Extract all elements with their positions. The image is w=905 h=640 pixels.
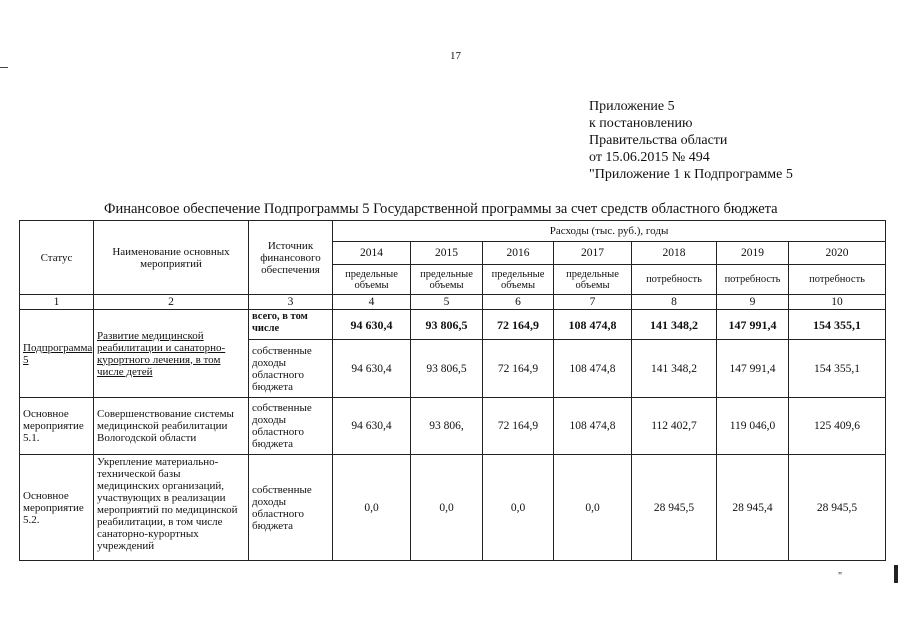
index-cell: 9	[717, 295, 789, 310]
document-title: Финансовое обеспечение Подпрограммы 5 Государственной программы за счет средств областного бюджета	[104, 201, 778, 217]
value-cell: 0,0	[554, 455, 632, 561]
index-cell: 8	[632, 295, 717, 310]
year-cell: 2020	[789, 242, 886, 265]
source-cell: собственные доходы областного бюджета	[249, 340, 333, 398]
index-cell: 5	[411, 295, 483, 310]
value-cell: 112 402,7	[632, 398, 717, 455]
value-cell: 93 806,	[411, 398, 483, 455]
table-row	[20, 455, 886, 561]
value-cell: 125 409,6	[789, 398, 886, 455]
value-cell: 94 630,4	[333, 398, 411, 455]
year-cell: 2014	[333, 242, 411, 265]
index-cell: 7	[554, 295, 632, 310]
header-line: "Приложение 1 к Подпрограмме 5	[589, 167, 793, 182]
closing-quote-mark: "	[838, 571, 843, 582]
margin-mark	[0, 67, 8, 68]
year-cell: 2019	[717, 242, 789, 265]
index-cell: 3	[249, 295, 333, 310]
header-line: от 15.06.2015 № 494	[589, 150, 710, 165]
value-cell: 28 945,5	[632, 455, 717, 561]
type-label: предельные объемы	[554, 265, 632, 295]
value-cell: 119 046,0	[717, 398, 789, 455]
value-cell: 141 348,2	[632, 310, 717, 340]
value-cell: 0,0	[483, 455, 554, 561]
header-line: Правительства области	[589, 133, 728, 148]
header-line: Приложение 5	[589, 99, 675, 114]
status-cell: Основное мероприятие 5.2.	[20, 455, 94, 561]
value-cell: 108 474,8	[554, 310, 632, 340]
value-cell: 93 806,5	[411, 310, 483, 340]
value-cell: 141 348,2	[632, 340, 717, 398]
value-cell: 108 474,8	[554, 398, 632, 455]
year-cell: 2016	[483, 242, 554, 265]
source-cell: всего, в том числе	[249, 310, 333, 340]
table-row	[20, 310, 886, 340]
index-cell: 6	[483, 295, 554, 310]
value-cell: 28 945,4	[717, 455, 789, 561]
value-cell: 0,0	[411, 455, 483, 561]
type-label: предельные объемы	[411, 265, 483, 295]
value-cell: 28 945,5	[789, 455, 886, 561]
status-cell: Основное мероприятие 5.1.	[20, 398, 94, 455]
type-label: потребность	[632, 265, 717, 295]
value-cell: 94 630,4	[333, 340, 411, 398]
header-line: к постановлению	[589, 116, 693, 131]
col-header-source: Источник финансового обеспечения	[249, 221, 333, 295]
year-cell: 2017	[554, 242, 632, 265]
value-cell: 72 164,9	[483, 398, 554, 455]
value-cell: 72 164,9	[483, 310, 554, 340]
type-label: потребность	[717, 265, 789, 295]
measure-name-cell: Развитие медицинской реабилитации и санаторно-курортного лечения, в том числе детей	[94, 310, 249, 398]
value-cell: 94 630,4	[333, 310, 411, 340]
page-number: 17	[450, 50, 461, 62]
value-cell: 147 991,4	[717, 340, 789, 398]
year-cell: 2018	[632, 242, 717, 265]
measure-name-cell: Совершенствование системы медицинской реабилитации Вологодской области	[94, 398, 249, 455]
type-label: предельные объемы	[483, 265, 554, 295]
value-cell: 108 474,8	[554, 340, 632, 398]
scan-edge-mark	[894, 565, 898, 583]
index-cell: 2	[94, 295, 249, 310]
table-row	[20, 398, 886, 455]
type-label: предельные объемы	[333, 265, 411, 295]
value-cell: 154 355,1	[789, 310, 886, 340]
measure-name-cell: Укрепление материально-технической базы медицинских организаций, участвующих в реализации мероприятий по медицинской реабилитации, в том числе санаторно-курортных учреждений	[94, 455, 249, 561]
index-cell: 10	[789, 295, 886, 310]
value-cell: 0,0	[333, 455, 411, 561]
value-cell: 147 991,4	[717, 310, 789, 340]
appendix-header	[589, 98, 793, 183]
source-cell: собственные доходы областного бюджета	[249, 398, 333, 455]
index-cell: 1	[20, 295, 94, 310]
index-row	[20, 295, 886, 310]
index-cell: 4	[333, 295, 411, 310]
status-cell: Подпрограмма 5	[20, 310, 94, 398]
col-header-status: Статус	[20, 221, 94, 295]
value-cell: 93 806,5	[411, 340, 483, 398]
financing-table	[19, 220, 886, 561]
col-header-name: Наименование основных мероприятий	[94, 221, 249, 295]
source-cell: собственные доходы областного бюджета	[249, 455, 333, 561]
col-header-expenses: Расходы (тыс. руб.), годы	[333, 221, 886, 242]
type-label: потребность	[789, 265, 886, 295]
year-cell: 2015	[411, 242, 483, 265]
value-cell: 72 164,9	[483, 340, 554, 398]
value-cell: 154 355,1	[789, 340, 886, 398]
